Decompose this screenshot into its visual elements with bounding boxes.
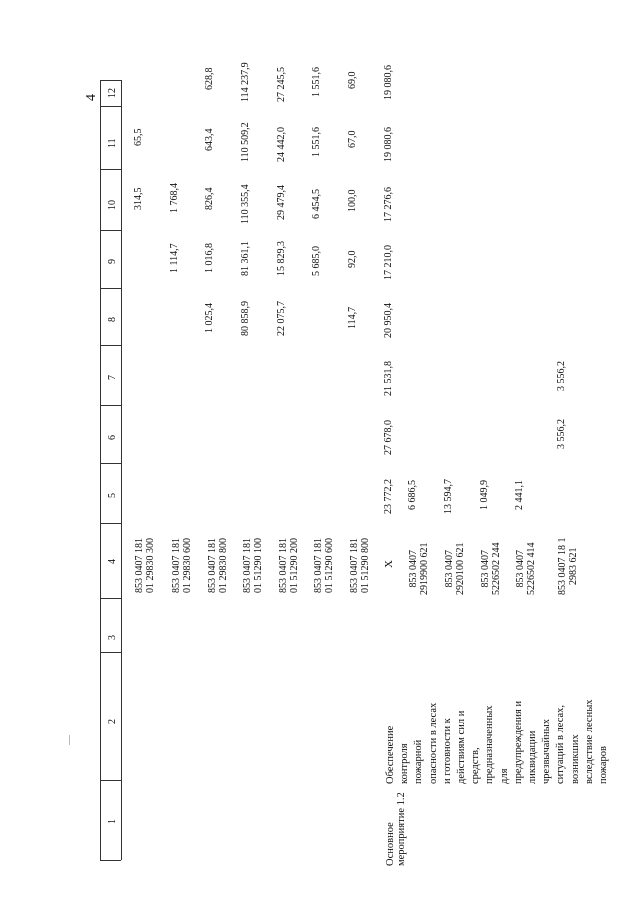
- cell-value: 92,0: [347, 250, 358, 268]
- row-label: Основное мероприятие 1.2: [385, 792, 407, 866]
- cell-value: 17 276,6: [383, 187, 394, 222]
- column-rule-6-5: [100, 463, 121, 464]
- header-col-7: 7: [107, 375, 118, 380]
- description-line: ликвидации: [527, 730, 539, 784]
- cell-value: 27 678,0: [383, 420, 394, 455]
- cell-value: 21 531,8: [383, 361, 394, 396]
- cell-value: 24 442,0: [276, 127, 287, 162]
- header-col-10: 10: [107, 200, 118, 210]
- cell-value: 27 245,5: [276, 67, 287, 102]
- cell-value: 20 950,4: [383, 303, 394, 338]
- table-top-rule: [100, 80, 121, 81]
- cell-value: 1 768,4: [169, 183, 180, 213]
- table-left-rule: [100, 80, 101, 860]
- header-col-4: 4: [107, 559, 118, 564]
- cell-value: 17 210,0: [383, 245, 394, 280]
- column-rule-8-7: [100, 345, 121, 346]
- cell-value: 1 025,4: [204, 303, 215, 333]
- cell-value: 6 686,5: [407, 480, 418, 510]
- cell-value: 100,0: [347, 189, 358, 212]
- cell-value: 1 016,8: [204, 243, 215, 273]
- cell-value: 81 361,1: [240, 241, 251, 276]
- column-rule-11-10: [100, 169, 121, 170]
- description-line: опасности в лесах: [427, 702, 439, 784]
- cell-value: 69,0: [347, 71, 358, 89]
- cell-value: 314,5: [133, 187, 144, 210]
- cell-value: 3 556,2: [556, 419, 567, 449]
- description-line: пожарной: [413, 739, 425, 784]
- budget-code: 853 0407 5226502 414: [515, 542, 537, 595]
- cell-value: 19 080,6: [383, 127, 394, 162]
- cell-value: 826,4: [204, 187, 215, 210]
- cell-value: 67,0: [347, 130, 358, 148]
- header-col-2: 2: [107, 719, 118, 724]
- column-rule-9-8: [100, 288, 121, 289]
- budget-code: 853 0407 181 01 29830 800: [207, 538, 229, 593]
- cell-value: 2 441,1: [514, 480, 525, 510]
- table-bottom-rule: [100, 860, 121, 861]
- description-line: и готовности к: [441, 718, 453, 784]
- header-col-6: 6: [107, 435, 118, 440]
- header-col-1: 1: [107, 819, 118, 824]
- column-rule-12-11: [100, 106, 121, 107]
- table-header-rule: [121, 80, 122, 860]
- budget-code: 853 0407 181 01 51290 600: [313, 538, 335, 593]
- measure-description: [384, 699, 611, 784]
- description-line: предупреждения и: [512, 700, 524, 784]
- cell-value: 1 114,7: [169, 243, 180, 273]
- description-line: Обеспечение: [385, 725, 396, 784]
- cell-value: 643,4: [204, 128, 215, 151]
- cell-value: 114,7: [347, 306, 358, 329]
- header-col-5: 5: [107, 493, 118, 498]
- cell-value: 23 772,2: [383, 479, 394, 514]
- column-rule-10-9: [100, 230, 121, 231]
- budget-code: 853 0407 18 1 2983 621: [557, 537, 579, 595]
- column-rule-3-2: [100, 652, 121, 653]
- cell-value: 110 509,2: [240, 122, 251, 162]
- cell-value: 628,8: [204, 67, 215, 90]
- budget-code: 853 0407 2920100 621: [444, 542, 466, 595]
- description-line: контроля: [399, 743, 411, 784]
- cell-value: 3 556,2: [556, 361, 567, 391]
- budget-code: 853 0407 5226502 244: [480, 542, 502, 595]
- cell-value: 110 355,4: [240, 184, 251, 224]
- budget-code: 853 0407 181 01 51290 200: [278, 538, 300, 593]
- cell-value: 15 829,3: [276, 241, 287, 276]
- cell-value: 6 454,5: [311, 189, 322, 219]
- budget-code: 853 0407 181 01 29830 300: [134, 538, 156, 593]
- budget-code: 853 0407 181 01 51290 800: [349, 538, 371, 593]
- column-rule-4-3: [100, 598, 121, 599]
- header-col-12: 12: [107, 88, 118, 98]
- description-line: вследствие лесных: [583, 699, 595, 784]
- cell-value: 1 551,6: [311, 127, 322, 157]
- budget-code: 853 0407 181 01 29830 600: [171, 538, 193, 593]
- cell-value: 19 080,6: [383, 65, 394, 100]
- cell-value: 80 858,9: [240, 301, 251, 336]
- column-rule-7-6: [100, 405, 121, 406]
- budget-code: 853 0407 2919900 621: [408, 542, 430, 595]
- cell-value: 1 049,9: [479, 480, 490, 510]
- header-col-9: 9: [107, 259, 118, 264]
- budget-code: 853 0407 181 01 51290 100: [242, 538, 264, 593]
- header-col-11: 11: [107, 138, 118, 148]
- description-line: чрезвычайных: [541, 719, 553, 784]
- cell-value: 5 685,0: [311, 246, 322, 276]
- description-line: возникших: [569, 734, 581, 784]
- column-rule-5-4: [100, 523, 121, 524]
- budget-code: X: [383, 560, 395, 568]
- description-line: действиям сил и: [456, 710, 468, 784]
- page-number: 4: [84, 94, 99, 101]
- description-line: средств,: [470, 747, 482, 784]
- description-line: пожаров: [598, 746, 610, 784]
- description-line: для: [498, 768, 510, 784]
- header-col-3: 3: [107, 635, 118, 640]
- cell-value: 22 075,7: [276, 301, 287, 336]
- cell-value: 13 594,7: [443, 479, 454, 514]
- description-line: предназначенных: [484, 705, 496, 784]
- cell-value: 65,5: [133, 128, 144, 146]
- cell-value: 1 551,6: [311, 67, 322, 97]
- crease-line: [69, 735, 70, 745]
- cell-value: 114 237,9: [240, 62, 251, 102]
- header-col-8: 8: [107, 317, 118, 322]
- cell-value: 29 479,4: [276, 185, 287, 220]
- column-rule-2-1: [100, 780, 121, 781]
- description-line: ситуаций в лесах,: [555, 704, 567, 784]
